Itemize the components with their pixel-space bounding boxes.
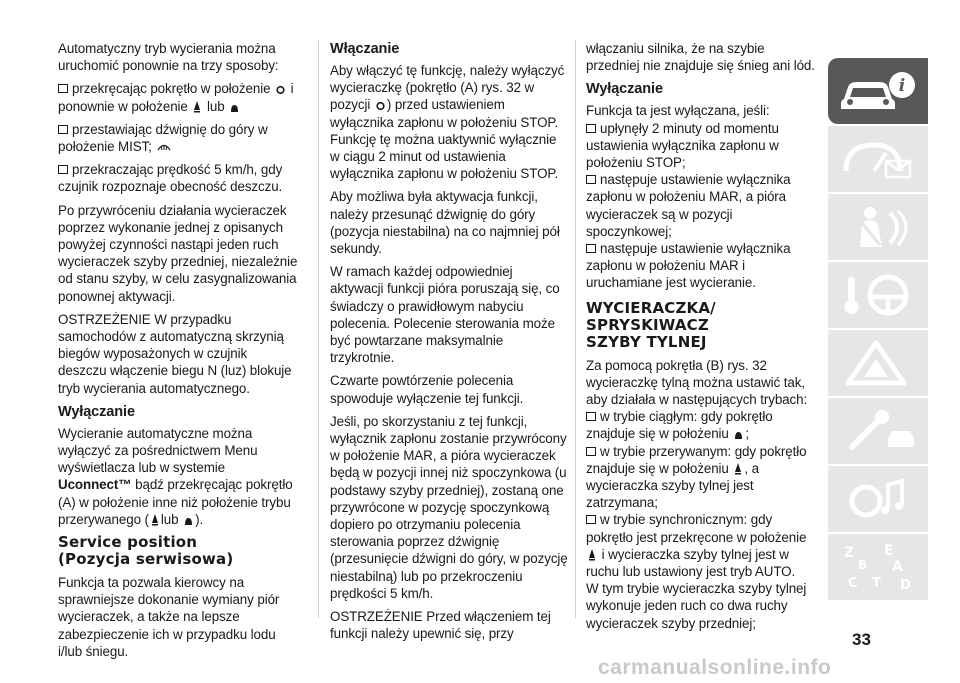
paragraph: Wycieranie automatyczne można wyłączyć za pośrednictwem Menu wyświetlacza lub w systemie Uconnect™ bądź przekręcając pokrętło (A) w położenie inne niż położenie trybu przerywanego ( lub ). (58, 425, 293, 527)
svg-text:D: D (900, 578, 911, 593)
bullet-item: upłynęły 2 minuty od momentu ustawienia wyłącznika zapłonu w położeniu STOP; (586, 120, 779, 171)
mist-symbol-icon (157, 142, 171, 153)
tab-safety[interactable] (828, 194, 928, 260)
warning-triangle-icon (838, 339, 918, 387)
footer-watermark: carmanualsonline.info (598, 656, 832, 679)
column-left (58, 40, 298, 666)
bullet-item: przestawiając dźwignię do góry w położenie MIST; (58, 121, 268, 155)
dashboard-warning-icon (838, 135, 918, 183)
bullet-box-icon (586, 515, 596, 524)
paragraph: włączaniu silnika, że na szybie przedniej nie znajduje się śnieg ani lód. (586, 41, 815, 74)
bullet-item: następuje ustawienie wyłącznika zapłonu w położeniu MAR, a pióra wycieraczek są w pozycji spoczynkowej; (586, 172, 791, 239)
paragraph: Funkcja ta pozwala kierowcy na sprawniejsze dokonanie wymiany piór wycieraczek, a także na lepsze zabezpieczenie ich w przypadku lodu i/lub śniegu. (58, 575, 280, 659)
intermittent-wipe-icon (588, 549, 596, 561)
column-right (586, 40, 818, 638)
ring-symbol-icon (376, 101, 385, 111)
continuous-wipe-icon (734, 430, 743, 440)
tab-emergency[interactable] (828, 330, 928, 396)
warning-paragraph: OSTRZEŻENIE Przed włączeniem tej funkcji należy upewnić się, przy (330, 609, 551, 642)
column-divider (575, 40, 576, 618)
intermittent-wipe-icon (734, 463, 742, 475)
paragraph: Automatyczny tryb wycierania można uruchomić ponownie na trzy sposoby: (58, 41, 279, 74)
wrench-car-icon (838, 407, 918, 455)
paragraph: W tym trybie wycieraczka szyby tylnej wykonuje jeden ruch co dwa ruchy wycieraczek szyby przedniej; (586, 581, 807, 631)
tab-index[interactable] (828, 534, 928, 600)
paragraph: Jeśli, po skorzystaniu z tej funkcji, wyłącznik zapłonu zostanie przywrócony w położenie MAR, a pióra wycieraczek będą w pozycji innej niż spoczynkowa (u podstawy szyby przedniej), zostaną one przywrócone w pozycję spoczynkową dopiero po otrzymaniu polecenia sterowania poprzez dźwignię (przesunięcie dźwigni do góry, w pozycję niestabilną) lub po przekroczeniu prędkości 5 km/h. (330, 413, 568, 601)
section-heading-large: WYCIERACZKA/ SPRYSKIWACZ SZYBY TYLNEJ (586, 298, 716, 351)
column-middle (330, 40, 568, 649)
svg-text:C: C (848, 576, 858, 591)
bullet-box-icon (586, 244, 596, 253)
media-icon (838, 475, 918, 523)
section-heading: Włączanie (330, 41, 400, 57)
paragraph: Funkcja ta jest wyłączana, jeśli: (586, 103, 770, 119)
svg-text:A: A (892, 559, 903, 575)
brand-name: Uconnect™ (58, 477, 132, 493)
bullet-item: w trybie synchronicznym: gdy pokrętło jest przekręcone w położenie i wycieraczka szyby tylnej jest w ruchu lub ustawiony jest tryb AUTO. (586, 512, 807, 580)
section-heading: Wyłączanie (586, 81, 663, 98)
bullet-box-icon (586, 175, 596, 184)
paragraph: Aby możliwa była aktywacja funkcji, należy przesunąć dźwignię do góry (pozycja niestabilna) na co najmniej pół sekundy. (330, 189, 560, 257)
section-heading: Wyłączanie (58, 403, 135, 420)
tab-dashboard[interactable] (828, 126, 928, 192)
ring-symbol-icon (276, 85, 285, 95)
paragraph: Czwarte powtórzenie polecenia spowoduje wyłączenie tej funkcji. (330, 373, 524, 406)
bullet-box-icon (58, 84, 68, 93)
car-info-icon (838, 69, 918, 113)
tab-maintenance[interactable] (828, 398, 928, 464)
bullet-item: przekraczając prędkość 5 km/h, gdy czujnik rozpoznaje obecność deszczu. (58, 162, 283, 195)
bullet-item: w trybie przerywanym: gdy pokrętło znajduje się w położeniu , a wycieraczka szyby tylnej jest zatrzymana; (586, 443, 807, 511)
paragraph: Po przywróceniu działania wycieraczek poprzez wykonanie jednej z opisanych powyżej czynności nastąpi jeden ruch wycieraczek szyby przedniej, niezależnie od stanu szyby, w celu zasygnalizowania ponownej aktywacji. (58, 202, 298, 304)
section-heading-large: Service position (Pozycja serwisowa) (58, 533, 234, 569)
bullet-box-icon (586, 124, 596, 133)
key-steering-icon (838, 271, 918, 319)
column-divider (318, 40, 319, 618)
index-letters-icon (838, 541, 918, 593)
bullet-item: następuje ustawienie wyłącznika zapłonu w położeniu MAR i uruchamiane jest wycieranie. (586, 241, 791, 291)
tab-multimedia[interactable] (828, 466, 928, 532)
bullet-item: przekręcając pokrętło w położenie i ponownie w położenie lub (58, 81, 294, 114)
bullet-box-icon (58, 125, 68, 134)
bullet-box-icon (586, 412, 596, 421)
svg-text:B: B (858, 558, 868, 572)
intermittent-wipe-icon (193, 101, 201, 113)
svg-text:Z: Z (844, 545, 855, 561)
paragraph: Za pomocą pokrętła (B) rys. 32 wycieraczkę tylną można ustawić tak, aby działała w następujących trybach: (586, 357, 808, 408)
page-number: 33 (852, 630, 871, 649)
paragraph: Aby włączyć tę funkcję, należy wyłączyć wycieraczkę (pokrętło (A) rys. 32 w pozycji ) przed ustawieniem wyłącznika zapłonu w położeniu STOP. Funkcję tę można uaktywnić wyłącznie w ciągu 2 minut od ustawienia wyłącznika zapłonu w położeniu STOP. (330, 63, 565, 182)
continuous-wipe-icon (230, 103, 239, 113)
svg-text:E: E (884, 543, 894, 559)
seatbelt-airbag-icon (838, 203, 918, 251)
tab-starting-driving[interactable] (828, 262, 928, 328)
bullet-item: w trybie ciągłym: gdy pokrętło znajduje się w położeniu ; (586, 409, 773, 442)
svg-text:i: i (898, 76, 906, 96)
warning-paragraph: OSTRZEŻENIE W przypadku samochodów z automatyczną skrzynią biegów wyposażonych w czujnik deszczu włączenie biegu N (luz) blokuje tryb wycierania automatycznego. (58, 311, 292, 396)
tab-car-info[interactable] (828, 58, 928, 124)
bullet-box-icon (586, 447, 596, 456)
paragraph: W ramach każdej odpowiedniej aktywacji funkcji pióra poruszają się, co świadczy o prawidłowym nabyciu polecenia. Polecenie sterowania może być powtarzane maksymalnie trzykrotnie. (330, 264, 560, 366)
continuous-wipe-icon (184, 516, 193, 526)
bullet-box-icon (58, 165, 68, 174)
chapter-tabs (828, 58, 928, 602)
svg-text:T: T (872, 576, 881, 591)
intermittent-wipe-icon (151, 514, 159, 526)
